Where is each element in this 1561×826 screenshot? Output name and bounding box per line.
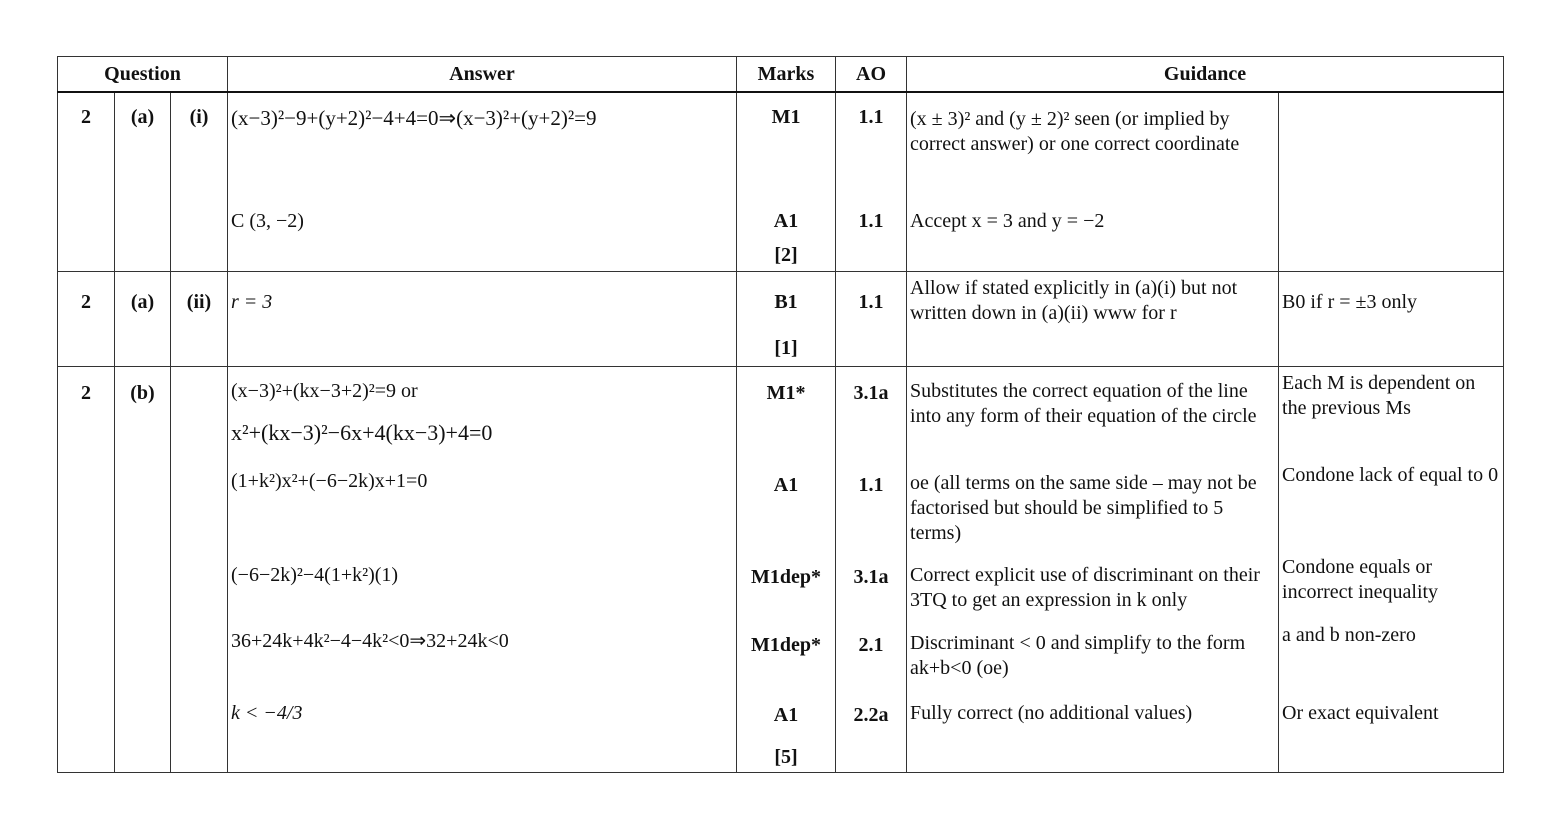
header-marks: Marks — [737, 57, 836, 93]
ao-value: 3.1a — [853, 382, 889, 404]
marks-value: M1dep* — [751, 566, 822, 588]
ao-value: 1.1 — [858, 106, 884, 128]
header-question: Question — [58, 57, 228, 93]
marks-value: M1dep* — [751, 634, 822, 656]
guidance-extra: a and b non-zero — [1282, 624, 1416, 646]
answer-line: 36+24k+4k²−4−4k²<0⇒32+24k<0 — [231, 630, 509, 652]
question-part: (a) — [130, 291, 155, 313]
marks-total: [2] — [774, 244, 798, 266]
guidance-text: oe (all terms on the same side – may not be factorised but should be simplified to 5 terms) — [910, 472, 1257, 544]
question-number: 2 — [81, 291, 91, 313]
answer-line: (−6−2k)²−4(1+k²)(1) — [231, 564, 399, 586]
ao-value: 3.1a — [853, 566, 889, 588]
header-answer: Answer — [228, 57, 737, 93]
question-part: (b) — [130, 382, 155, 404]
answer-line: (x−3)²+(kx−3+2)²=9 or — [231, 380, 418, 402]
ao-value: 1.1 — [858, 474, 884, 496]
question-subpart: (ii) — [186, 291, 212, 313]
marks-value: M1* — [766, 382, 806, 404]
marks-value: A1 — [773, 474, 799, 496]
marks-value: B1 — [774, 291, 798, 313]
question-number: 2 — [81, 106, 91, 128]
table-row — [58, 367, 1504, 773]
question-subpart: (i) — [189, 106, 209, 128]
answer-line: (1+k²)x²+(−6−2k)x+1=0 — [231, 470, 428, 492]
guidance-extra: Condone equals or incorrect inequality — [1282, 556, 1439, 603]
ao-value: 2.1 — [858, 634, 884, 656]
question-number: 2 — [81, 382, 91, 404]
marks-total: [1] — [774, 337, 798, 359]
marks-value: A1 — [773, 210, 799, 232]
answer-line: x²+(kx−3)²−6x+4(kx−3)+4=0 — [231, 420, 493, 445]
answer-line: r = 3 — [231, 291, 273, 313]
guidance-text: Correct explicit use of discriminant on their 3TQ to get an expression in k only — [910, 564, 1260, 611]
ao-value: 1.1 — [858, 210, 884, 232]
guidance-text: (x ± 3)² and (y ± 2)² seen (or implied by correct answer) or one correct coordinate — [910, 108, 1240, 155]
answer-line: k < −4/3 — [231, 702, 303, 724]
guidance-extra: Or exact equivalent — [1282, 702, 1439, 724]
ao-value: 1.1 — [858, 291, 884, 313]
guidance-text: Allow if stated explicitly in (a)(i) but not written down in (a)(ii) www for r — [910, 277, 1238, 324]
header-guidance: Guidance — [907, 57, 1504, 93]
guidance-text: Fully correct (no additional values) — [910, 702, 1193, 724]
guidance-text: Discriminant < 0 and simplify to the form ak+b<0 (oe) — [910, 632, 1246, 679]
guidance-text: Accept x = 3 and y = −2 — [910, 210, 1105, 232]
header-row — [58, 57, 1504, 93]
ao-value: 2.2a — [853, 704, 889, 726]
question-part: (a) — [130, 106, 155, 128]
table-row — [58, 92, 1504, 272]
answer-line: (x−3)²−9+(y+2)²−4+4=0⇒(x−3)²+(y+2)²=9 — [231, 106, 597, 130]
guidance-extra: Condone lack of equal to 0 — [1282, 464, 1499, 486]
marks-value: M1 — [771, 106, 801, 128]
guidance-text: Substitutes the correct equation of the line into any form of their equation of the circle — [910, 380, 1257, 427]
table-row — [58, 272, 1504, 367]
marks-total: [5] — [774, 746, 798, 768]
answer-line: C (3, −2) — [231, 210, 304, 232]
marks-value: A1 — [773, 704, 799, 726]
mark-scheme-table — [57, 56, 1504, 773]
header-ao: AO — [836, 57, 907, 93]
guidance-extra: Each M is dependent on the previous Ms — [1282, 372, 1476, 419]
guidance-extra: B0 if r = ±3 only — [1282, 291, 1418, 313]
